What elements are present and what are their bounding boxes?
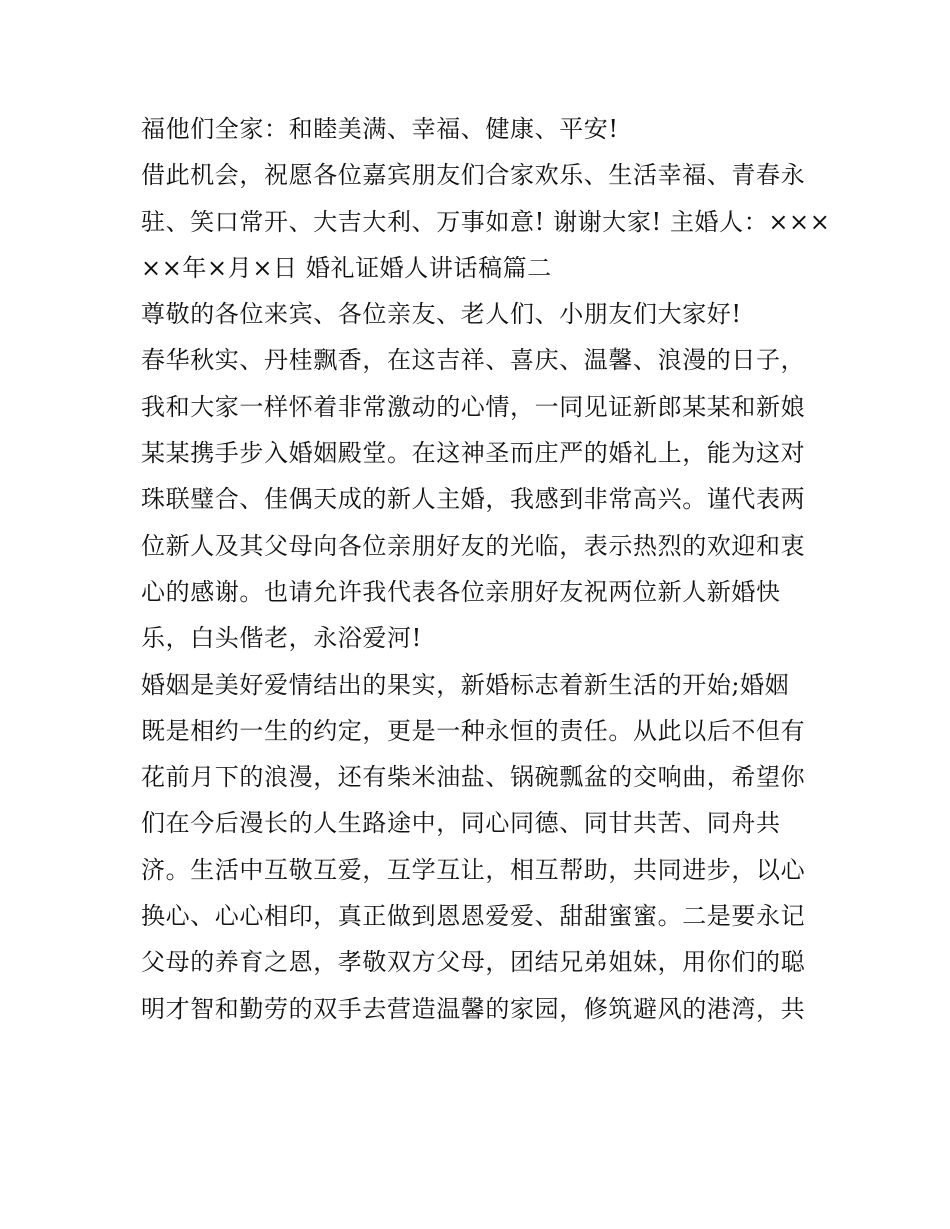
text-line: 乐，白头偕老，永浴爱河! — [141, 624, 422, 653]
text-line: 换心、心心相印，真正做到恩恩爱爱、甜甜蜜蜜。二是要永记 — [141, 902, 806, 931]
text-line: ××年×月×日 婚礼证婚人讲话稿篇二 — [141, 253, 552, 282]
document-body — [141, 106, 831, 1032]
text-line: 济。生活中互敬互爱，互学互让，相互帮助，共同进步，以心 — [141, 855, 806, 884]
text-line: 某某携手步入婚姻殿堂。在这神圣而庄严的婚礼上，能为这对 — [141, 439, 806, 468]
text-line: 珠联璧合、佳偶天成的新人主婚，我感到非常高兴。谨代表两 — [141, 485, 806, 514]
text-line: 们在今后漫长的人生路途中，同心同德、同甘共苦、同舟共 — [141, 809, 781, 838]
text-line: 春华秋实、丹桂飘香，在这吉祥、喜庆、温馨、浪漫的日子， — [141, 346, 806, 375]
text-line: 既是相约一生的约定，更是一种永恒的责任。从此以后不但有 — [141, 716, 806, 745]
text-line: 福他们全家：和睦美满、幸福、健康、平安! — [141, 115, 619, 143]
text-line: 明才智和勤劳的双手去营造温馨的家园，修筑避风的港湾，共 — [141, 994, 806, 1023]
text-line: 借此机会，祝愿各位嘉宾朋友们合家欢乐、生活幸福、青春永 — [141, 161, 806, 190]
text-line: 花前月下的浪漫，还有柴米油盐、锅碗瓢盆的交响曲，希望你 — [141, 763, 806, 792]
text-line: 尊敬的各位来宾、各位亲友、老人们、小朋友们大家好! — [141, 300, 742, 329]
text-line: 父母的养育之恩，孝敬双方父母，团结兄弟姐妹，用你们的聪 — [141, 948, 806, 977]
text-line: 驻、笑口常开、大吉大利、万事如意! 谢谢大家! 主婚人：××× — [141, 207, 831, 236]
text-line: 位新人及其父母向各位亲朋好友的光临，表示热烈的欢迎和衷 — [141, 531, 806, 560]
text-line: 我和大家一样怀着非常激动的心情，一同见证新郎某某和新娘 — [141, 392, 806, 421]
text-line: 心的感谢。也请允许我代表各位亲朋好友祝两位新人新婚快 — [141, 577, 781, 606]
text-line: 婚姻是美好爱情结出的果实，新婚标志着新生活的开始;婚姻 — [141, 670, 790, 699]
